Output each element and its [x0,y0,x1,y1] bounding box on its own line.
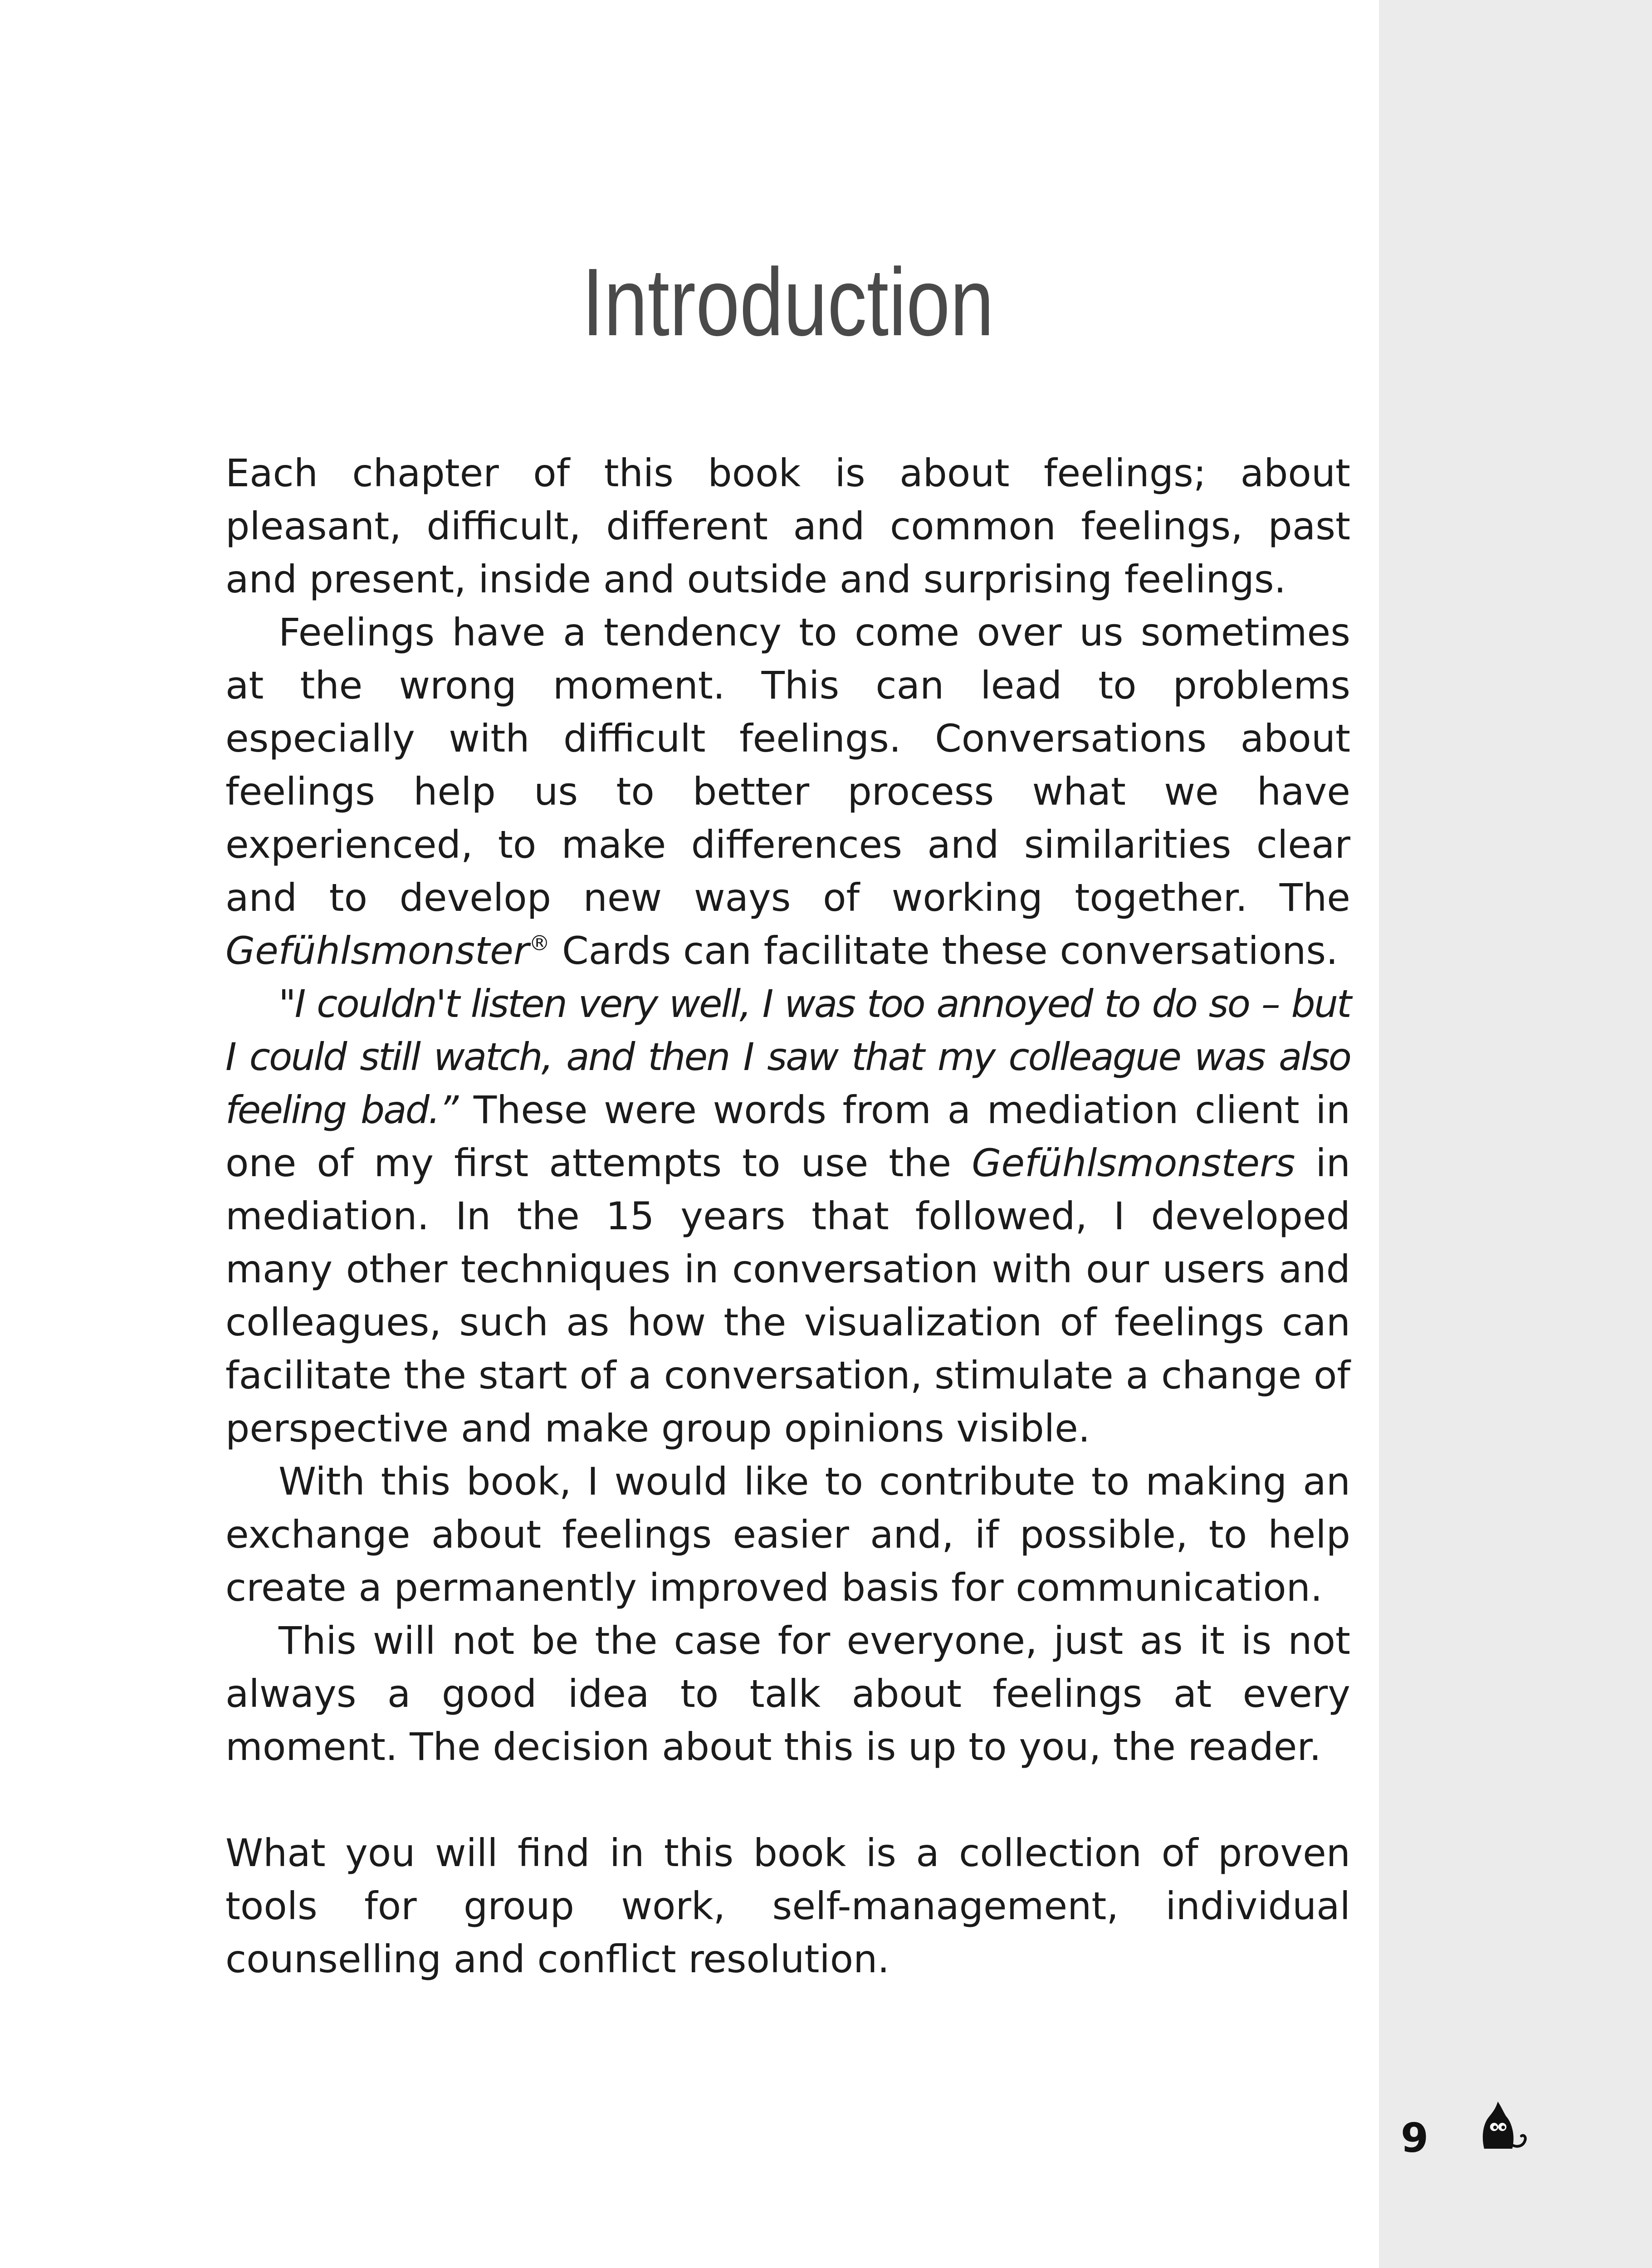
registered-mark: ® [529,931,550,955]
paragraph-4: With this book, I would like to contribute to making an exchange about feelings easier and, if possible, to help create a permanently improved basis for communication. [225,1459,1350,1610]
paragraph-2 [225,606,1350,978]
paragraph-2-text: Feelings have a tendency to come over us sometimes at the wrong moment. This can lead to problems especially with difficult feelings. Conversations about feelings help us to better process what we have experienced, to make differences and similarities clear and to develop new ways of working together. The [225,610,1350,920]
brand-name-plural: Gefühlsmonsters [972,1141,1295,1185]
page-margin-band [1379,0,1652,2268]
paragraph-2-end: Cards can facilitate these conversations. [550,929,1338,973]
paragraph-3-text: These were words from a mediation client in one of my first attempts to use the [225,1088,1350,1185]
monster-icon [1474,2098,1533,2157]
page-number: 9 [1401,2115,1429,2161]
page-title: Introduction [582,248,994,356]
body-text [225,447,1350,1986]
paragraph-3-end: in mediation. In the 15 years that followed, I developed many other techniques in conversation with our users and colleagues, such as how the visualization of feelings can facilitate the start of a conversation, stimulate a change of perspective and make group opinions visible. [225,1141,1350,1451]
paragraph-5: This will not be the case for everyone, just as it is not always a good idea to talk about feelings at every moment. The decision about this is up to you, the reader. [225,1618,1350,1769]
client-quote: "I couldn't listen very well, I was too annoyed to do so – but I could still watch, and then I saw that my colleague was also feeling bad.” [225,982,1350,1132]
paragraph-6: What you will find in this book is a collection of proven tools for group work, self-management, individual counselling and conflict resolution. [225,1831,1350,1981]
paragraph-3 [225,978,1350,1455]
brand-name: Gefühlsmonster [225,929,529,973]
paragraph-1: Each chapter of this book is about feelings; about pleasant, difficult, different and common feelings, past and present, inside and outside and surprising feelings. [225,451,1350,601]
